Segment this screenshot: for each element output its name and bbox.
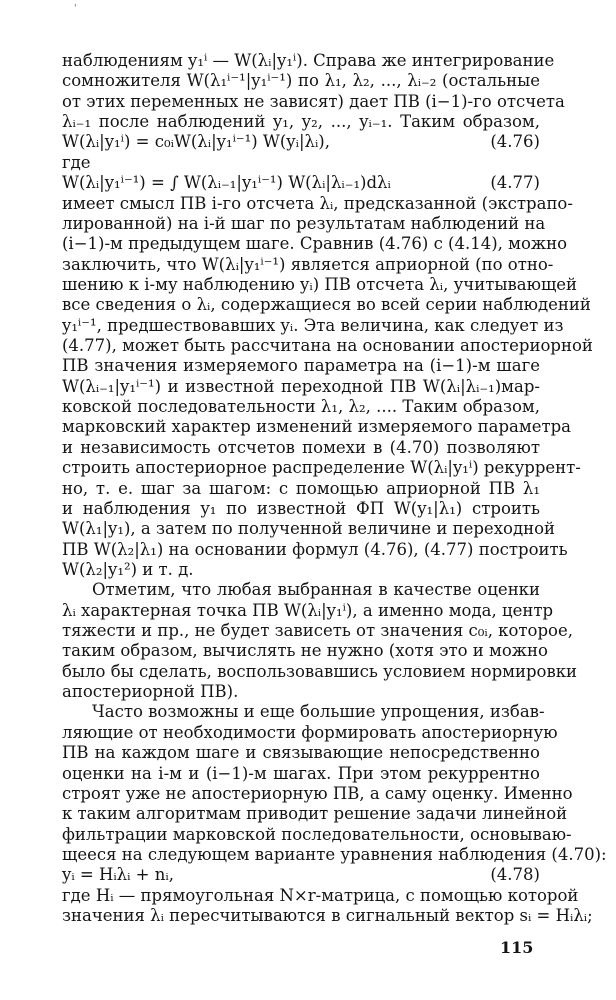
text-line: λᵢ характерная точка ПВ W(λᵢ|y₁ⁱ), а именно мода, центр — [62, 601, 554, 620]
text-line: строят уже не апостериорную ПВ, а саму оценку. Именно — [62, 784, 573, 803]
equation-number: (4.78) — [490, 865, 540, 884]
equation-number: (4.76) — [490, 132, 540, 151]
text-line: W(λᵢ₋₁|y₁ⁱ⁻¹) и известной переходной ПВ W(λᵢ|λᵢ₋₁)мар- — [62, 377, 540, 396]
top-mark: ' — [74, 4, 77, 14]
text-line: шению к i-му наблюдению yᵢ) ПВ отсчета λᵢ, учитывающей — [62, 275, 578, 294]
text-line: значения λᵢ пересчитываются в сигнальный вектор sᵢ = Hᵢλᵢ; — [62, 906, 593, 925]
text-line: лированной) на i-й шаг по результатам наблюдений на — [62, 214, 546, 233]
text-line: ПВ W(λ₂|λ₁) на основании формул (4.76), (4.77) построить — [62, 540, 568, 559]
text-line: (4.77), может быть рассчитана на основании апостериорной — [62, 336, 593, 355]
text-line: апостериорной ПВ). — [62, 682, 239, 701]
text-line: таким образом, вычислять не нужно (хотя это и можно — [62, 641, 548, 660]
text-line: (i−1)-м предыдущем шаге. Сравнив (4.76) с (4.14), можно — [62, 234, 568, 253]
equation-4-478 — [62, 864, 540, 886]
text-line: оценки на i-м и (i−1)-м шагах. При этом рекуррентно — [62, 764, 540, 783]
text-line: фильтрации марковской последовательности, основываю- — [62, 825, 572, 844]
equation-4-476 — [62, 131, 540, 153]
text-line: щееся на следующем варианте уравнения наблюдения (4.70): — [62, 845, 607, 864]
text-line: наблюдениям y₁ⁱ — W(λᵢ|y₁ⁱ). Справа же интегрирование — [62, 51, 555, 70]
text-line: где Hᵢ — прямоугольная N×r-матрица, с помощью которой — [62, 886, 579, 905]
text-line: заключить, что W(λᵢ|y₁ⁱ⁻¹) является априорной (по отно- — [62, 255, 554, 274]
text-line: все сведения о λᵢ, содержащиеся во всей серии наблюдений — [62, 295, 591, 314]
text-line: но, т. е. шаг за шагом: с помощью априорной ПВ λ₁ — [62, 479, 540, 498]
equation-formula: W(λᵢ|y₁ⁱ) = c₀ᵢW(λᵢ|y₁ⁱ⁻¹) W(yᵢ|λᵢ), — [62, 132, 330, 151]
text-line: марковский характер изменений измеряемого параметра — [62, 417, 571, 436]
text-line: и независимость отсчетов помехи в (4.70) позволяют — [62, 438, 540, 457]
page-number: 115 — [500, 938, 534, 957]
equation-4-477 — [62, 172, 540, 194]
equation-formula: W(λᵢ|y₁ⁱ⁻¹) = ∫ W(λᵢ₋₁|y₁ⁱ⁻¹) W(λᵢ|λᵢ₋₁)dλᵢ — [62, 173, 391, 192]
text-line: ковской последовательности λ₁, λ₂, .... Таким образом, — [62, 397, 540, 416]
text-line: к таким алгоритмам приводит решение задачи линейной — [62, 804, 568, 823]
text-line: λᵢ₋₁ после наблюдений y₁, y₂, ..., yᵢ₋₁. Таким образом, — [62, 112, 540, 131]
text-line: имеет смысл ПВ i-го отсчета λᵢ, предсказанной (экстрапо- — [62, 194, 573, 213]
where-word: где — [62, 153, 91, 172]
equation-formula: yᵢ = Hᵢλᵢ + nᵢ, — [62, 865, 174, 884]
equation-number: (4.77) — [490, 173, 540, 192]
text-line: строить апостериорное распределение W(λᵢ|y₁ⁱ) рекуррент- — [62, 458, 581, 477]
text-line: и наблюдения y₁ по известной ФП W(y₁|λ₁) строить — [62, 499, 540, 518]
text-line: W(λ₂|y₁²) и т. д. — [62, 560, 194, 579]
text-line: сомножителя W(λ₁ⁱ⁻¹|y₁ⁱ⁻¹) по λ₁, λ₂, ..., λᵢ₋₂ (остальные — [62, 71, 540, 90]
text-line: ляющие от необходимости формировать апостериорную — [62, 723, 558, 742]
text-line: было бы сделать, воспользовавшись условием нормировки — [62, 662, 578, 681]
text-line: ПВ значения измеряемого параметра на (i−1)-м шаге — [62, 356, 540, 375]
text-line: от этих переменных не зависят) дает ПВ (i−1)-го отсчета — [62, 92, 565, 111]
text-line: y₁ⁱ⁻¹, предшествовавших yᵢ. Эта величина, как следует из — [62, 316, 564, 335]
text-line: W(λ₁|y₁), а затем по полученной величине и переходной — [62, 519, 556, 538]
text-line: Отметим, что любая выбранная в качестве оценки — [92, 580, 540, 599]
text-line: тяжести и пр., не будет зависеть от значения c₀ᵢ, которое, — [62, 621, 574, 640]
text-line: Часто возможны и еще большие упрощения, избав- — [92, 702, 545, 721]
text-line: ПВ на каждом шаге и связывающие непосредственно — [62, 743, 540, 762]
